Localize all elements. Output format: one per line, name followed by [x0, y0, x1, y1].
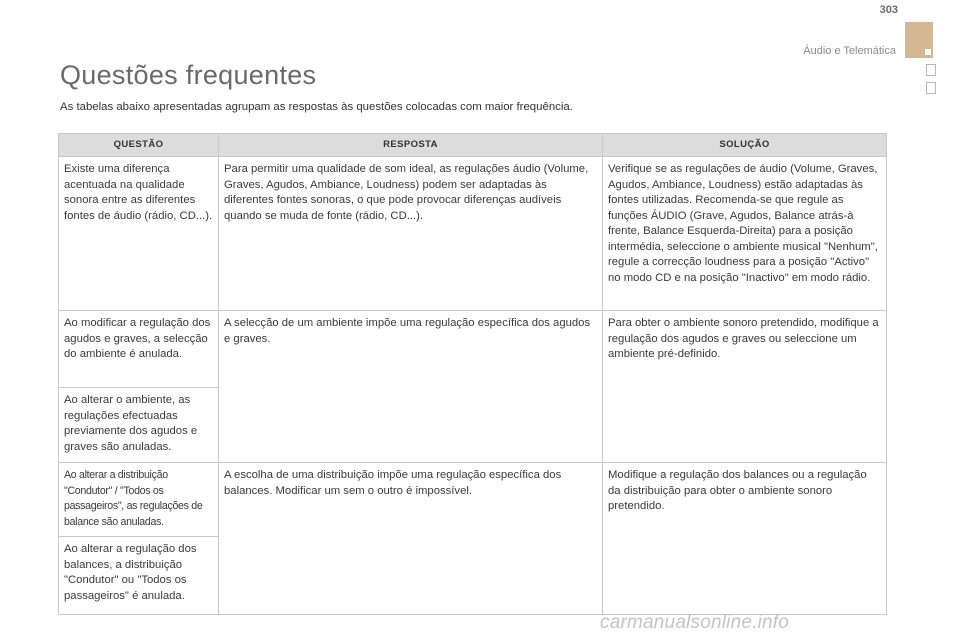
tab-marker-icon [925, 49, 931, 55]
question-cell: Ao modificar a regulação dos agudos e graves, a selecção do ambiente é anulada. [59, 311, 219, 388]
right-margin [940, 0, 960, 640]
table-header-row [59, 134, 887, 157]
question-cell: Ao alterar o ambiente, as regulações efectuadas previamente dos agudos e graves são anuladas. [59, 388, 219, 463]
table-row [59, 157, 887, 311]
question-cell: Ao alterar a distribuição "Condutor" / "Todos os passageiros", as regulações de balance são anuladas. [59, 463, 219, 537]
answer-cell: A escolha de uma distribuição impõe uma regulação específica dos balances. Modificar um sem o outro é impossível. [219, 463, 603, 615]
solution-cell: Modifique a regulação dos balances ou a regulação da distribuição para obter o ambiente sonoro pretendido. [603, 463, 887, 615]
question-cell: Existe uma diferença acentuada na qualidade sonora entre as diferentes fontes de áudio (rádio, CD...). [59, 157, 219, 311]
watermark-text: carmanualsonline.info [600, 612, 790, 633]
section-tab-active [905, 22, 933, 58]
answer-cell: Para permitir uma qualidade de som ideal, as regulações áudio (Volume, Graves, Agudos, Ambiance, Loudness) podem ser adaptadas às diferentes fontes sonoras, o que pode provocar diferenças audíveis quando se muda de fonte (rádio, CD...). [219, 157, 603, 311]
table-row [59, 463, 887, 537]
faq-table [58, 133, 887, 615]
section-title: Áudio e Telemática [803, 45, 896, 57]
solution-cell: Para obter o ambiente sonoro pretendido, modifique a regulação dos agudos e graves ou seleccione um ambiente pré-definido. [603, 311, 887, 463]
page-title: Questões frequentes [60, 60, 317, 90]
section-tab-empty [926, 64, 936, 76]
page-number: 303 [879, 4, 898, 16]
table-row [59, 311, 887, 388]
column-header-question: QUESTÃO [59, 134, 219, 157]
column-header-solution: SOLUÇÃO [603, 134, 887, 157]
answer-cell: A selecção de um ambiente impõe uma regulação específica dos agudos e graves. [219, 311, 603, 463]
intro-text: As tabelas abaixo apresentadas agrupam as respostas às questões colocadas com maior frequência. [60, 101, 573, 113]
solution-cell: Verifique se as regulações de áudio (Volume, Graves, Agudos, Ambiance, Loudness) estão adaptadas às fontes utilizadas. Recomenda-se que regule as funções ÁUDIO (Grave, Agudos, Balance atrás-à frente, Balance Esquerda-Direita) para a posição intermédia, seleccione o ambiente musical "Nenhum", regule a correcção loudness para a posição "Activo" no modo CD e na posição "Inactivo" em modo rádio. [603, 157, 887, 311]
section-tab-empty [926, 82, 936, 94]
question-cell: Ao alterar a regulação dos balances, a distribuição "Condutor" ou "Todos os passageiros" é anulada. [59, 537, 219, 615]
column-header-answer: RESPOSTA [219, 134, 603, 157]
